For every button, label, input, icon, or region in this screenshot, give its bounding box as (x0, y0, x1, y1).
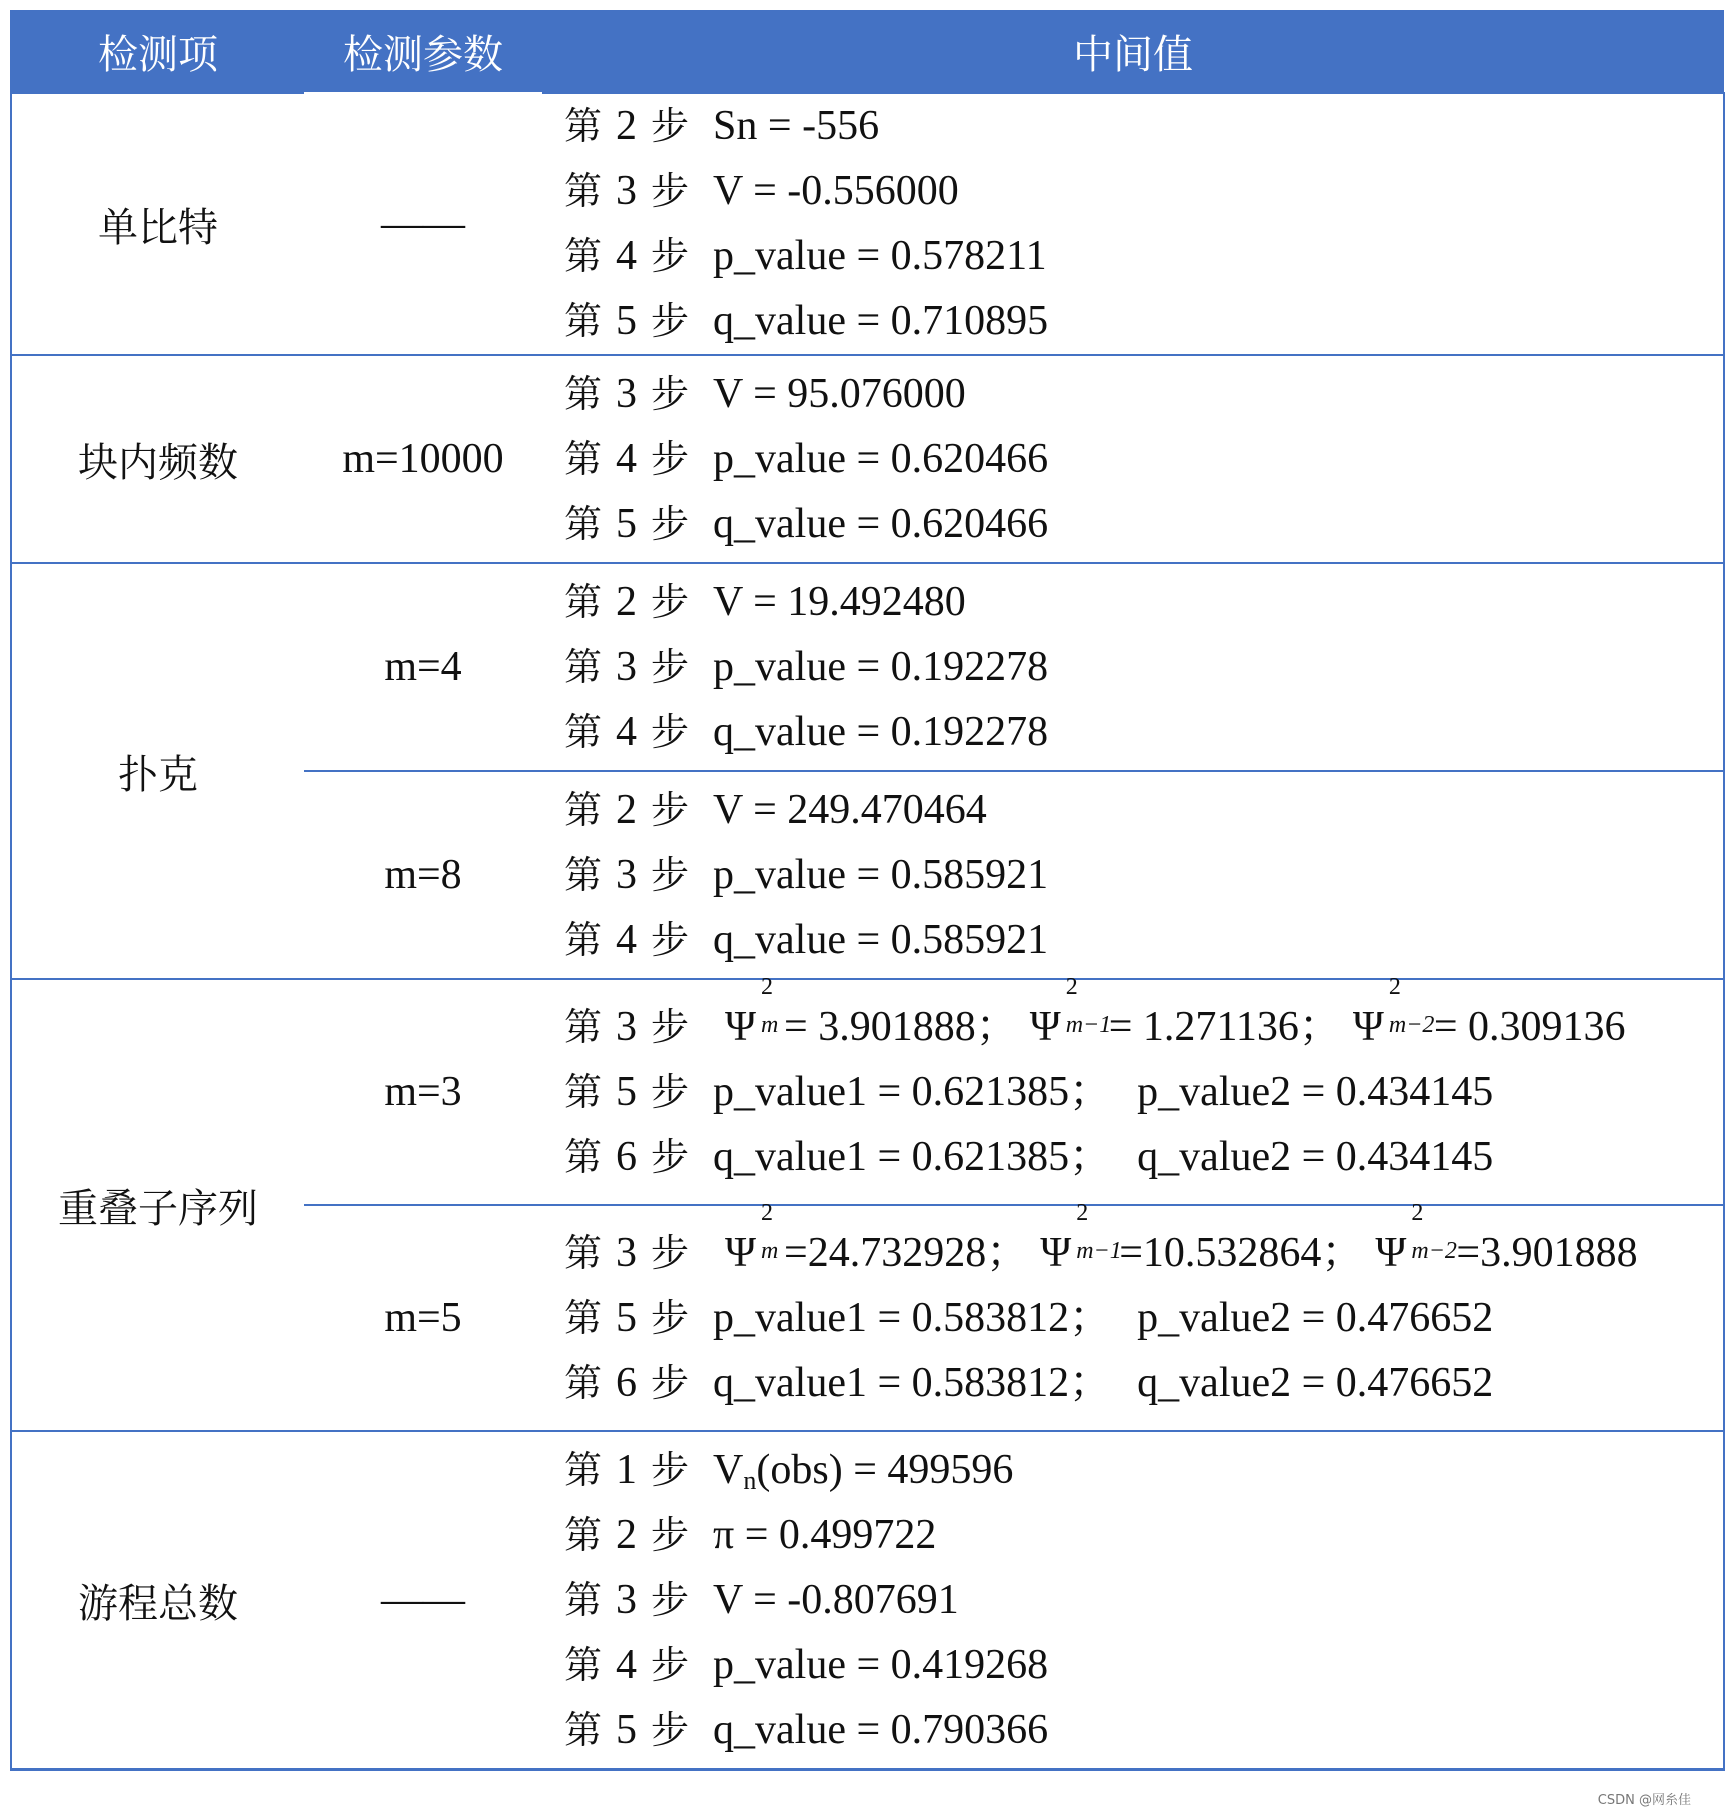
step-label: 第 2 步 (564, 578, 690, 625)
values-cell (542, 355, 1724, 563)
table-row (11, 1431, 1724, 1770)
step-label: 第 5 步 (564, 500, 690, 547)
test-param: m=5 (304, 1205, 542, 1431)
psi-symbol: Ψ 2 m−2 (1352, 973, 1435, 1050)
value-line-psi: 第 3 步 Ψ 2 m =24.732928； Ψ 2 m−1 =10.532864； Ψ 2 m−2 =3.901888 (564, 1221, 1723, 1286)
test-item: 游程总数 (11, 1431, 304, 1770)
test-param: —— (304, 1431, 542, 1770)
test-param: —— (304, 93, 542, 355)
value-line: 第 3 步 V = -0.807691 (564, 1576, 959, 1623)
value-line: 第 5 步 q_value = 0.710895 (564, 298, 1049, 344)
value-line: 第 5 步 q_value = 0.790366 (564, 1706, 1049, 1753)
values-cell (542, 1199, 1724, 1431)
test-item: 重叠子序列 (11, 979, 304, 1431)
value-line: 第 2 步 V = 19.492480 (564, 578, 966, 625)
value-line-vn: 第 1 步 Vn(obs) = 499596 (564, 1446, 1014, 1495)
value-line: 第 5 步 q_value = 0.620466 (564, 500, 1049, 547)
step-label: 第 3 步 (564, 168, 690, 214)
value-line: 第 6 步 q_value1 = 0.583812； q_value2 = 0.476652 (564, 1359, 1494, 1406)
test-param: m=4 (304, 563, 542, 771)
step-label: 第 6 步 (564, 1359, 690, 1406)
step-label: 第 2 步 (564, 786, 690, 833)
step-label: 第 4 步 (564, 708, 690, 755)
step-label: 第 3 步 (564, 1576, 690, 1623)
value-line: 第 3 步 V = -0.556000 (564, 168, 959, 214)
step-label: 第 5 步 (564, 1706, 690, 1753)
header-param: 检测参数 (304, 10, 542, 93)
value-line: 第 2 步 π = 0.499722 (564, 1511, 937, 1558)
table-row (11, 93, 1724, 355)
value-line: 第 2 步 V = 249.470464 (564, 786, 987, 833)
step-label: 第 4 步 (564, 435, 690, 482)
step-label: 第 1 步 (564, 1446, 690, 1493)
step-label: 第 2 步 (564, 1511, 690, 1558)
table-row (11, 979, 1724, 1205)
value-line-psi: 第 3 步 Ψ 2 m = 3.901888； Ψ 2 m−1 = 1.271136； Ψ 2 m−2 = 0.309136 (564, 995, 1723, 1060)
values-cell (542, 973, 1724, 1205)
step-label: 第 3 步 (564, 370, 690, 417)
test-param: m=3 (304, 979, 542, 1205)
results-table-wrapper (10, 10, 1723, 1771)
step-label: 第 4 步 (564, 233, 690, 279)
step-label: 第 4 步 (564, 1641, 690, 1688)
psi-symbol: Ψ 2 m (725, 1199, 779, 1276)
header-row (11, 10, 1724, 93)
value-line: 第 3 步 V = 95.076000 (564, 370, 966, 417)
test-param: m=10000 (304, 355, 542, 563)
value-line: 第 4 步 p_value = 0.578211 (564, 233, 1047, 279)
value-line: 第 4 步 p_value = 0.620466 (564, 435, 1049, 482)
watermark: CSDN @网糸佳 (1597, 1793, 1691, 1808)
step-label: 第 5 步 (564, 298, 690, 344)
table-row (11, 563, 1724, 771)
results-table (10, 10, 1725, 1771)
values-cell (542, 771, 1724, 979)
psi-symbol: Ψ 2 m−1 (1040, 1199, 1122, 1276)
header-values: 中间值 (542, 10, 1724, 93)
test-item: 块内频数 (11, 355, 304, 563)
value-line: 第 3 步 p_value = 0.192278 (564, 643, 1049, 690)
test-item: 单比特 (11, 93, 304, 355)
value-line: 第 3 步 p_value = 0.585921 (564, 851, 1049, 898)
table-row (11, 355, 1724, 563)
value-line: 第 2 步 Sn = -556 (564, 103, 880, 149)
value-line: 第 5 步 p_value1 = 0.621385； p_value2 = 0.434145 (564, 1068, 1494, 1115)
step-label: 第 6 步 (564, 1133, 690, 1180)
step-label: 第 3 步 (564, 643, 690, 690)
psi-symbol: Ψ 2 m−1 (1029, 973, 1112, 1050)
step-label: 第 3 步 (564, 851, 690, 898)
values-cell (542, 1431, 1724, 1770)
value-line: 第 4 步 p_value = 0.419268 (564, 1641, 1049, 1688)
value-line: 第 5 步 p_value1 = 0.583812； p_value2 = 0.476652 (564, 1294, 1494, 1341)
psi-symbol: Ψ 2 m (725, 973, 779, 1050)
value-line: 第 4 步 q_value = 0.585921 (564, 916, 1049, 963)
header-item: 检测项 (11, 10, 304, 93)
value-line: 第 4 步 q_value = 0.192278 (564, 708, 1049, 755)
psi-symbol: Ψ 2 m−2 (1375, 1199, 1457, 1276)
step-label: 第 2 步 (564, 103, 690, 149)
step-label: 第 5 步 (564, 1068, 690, 1115)
step-label: 第 3 步 (564, 1229, 690, 1276)
step-label: 第 5 步 (564, 1294, 690, 1341)
step-label: 第 4 步 (564, 916, 690, 963)
step-label: 第 3 步 (564, 1003, 690, 1050)
value-line: 第 6 步 q_value1 = 0.621385； q_value2 = 0.434145 (564, 1133, 1494, 1180)
values-cell (542, 563, 1724, 771)
test-item: 扑克 (11, 563, 304, 979)
values-cell (542, 93, 1724, 355)
test-param: m=8 (304, 771, 542, 979)
